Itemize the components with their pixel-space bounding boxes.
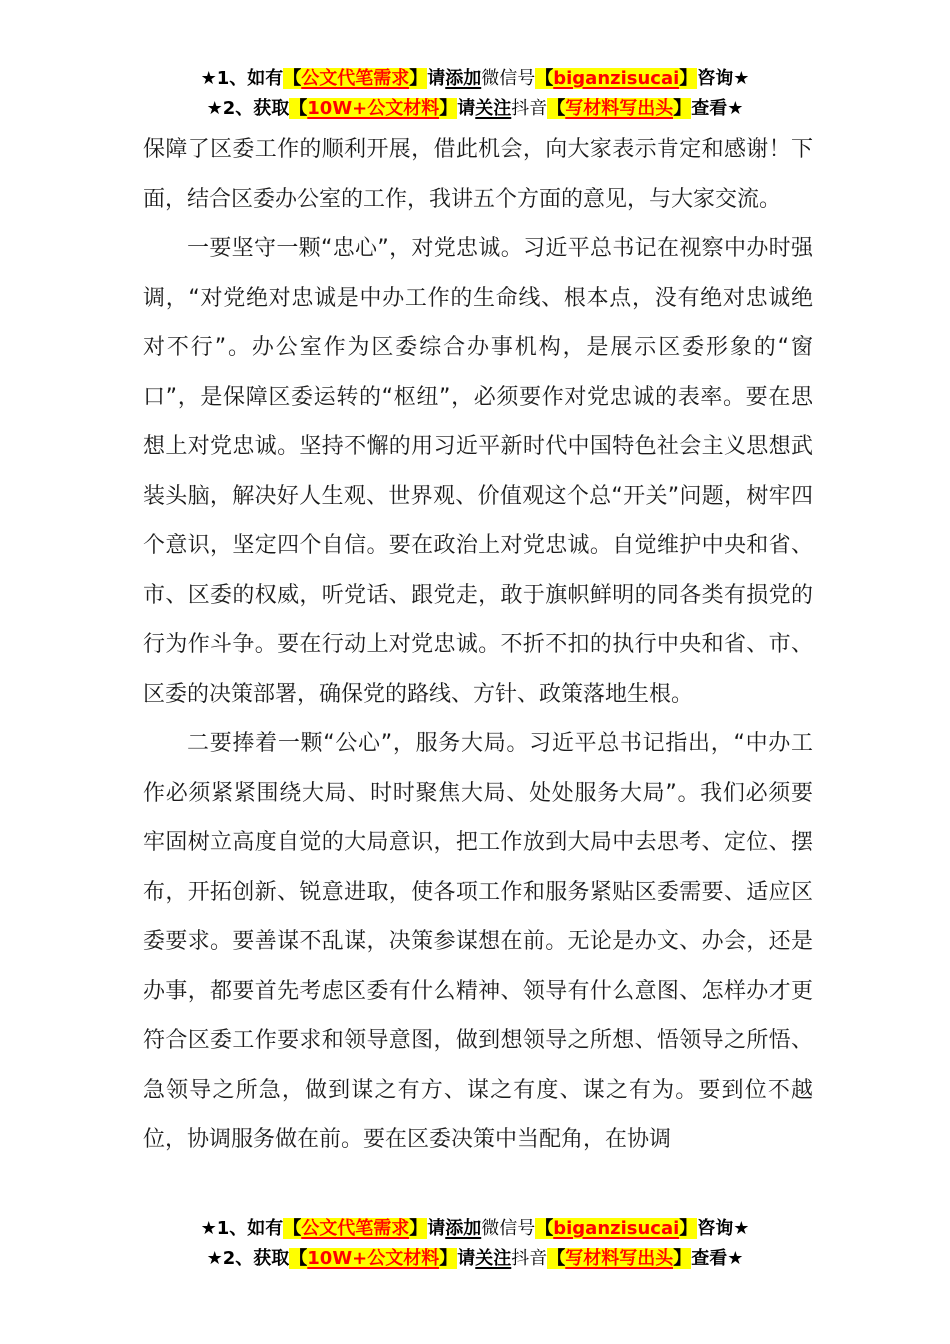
promo-segment: 【 xyxy=(535,1218,554,1239)
promo-segment: 【 xyxy=(283,68,302,89)
promo-segment: 】 xyxy=(679,1218,698,1239)
promo-segment: 10W+公文材料 xyxy=(307,98,440,119)
promo-segment: 写材料写出头 xyxy=(565,1248,674,1269)
promo-segment: 10W+公文材料 xyxy=(307,1248,440,1269)
promo-header-line-1 xyxy=(0,64,950,94)
promo-segment: 关注 xyxy=(475,98,512,119)
promo-segment: 公文代笔需求 xyxy=(301,68,410,89)
promo-segment: 查看★ xyxy=(691,98,744,119)
promo-segment: 微信号 xyxy=(481,1218,536,1239)
promo-segment: 【 xyxy=(283,1218,302,1239)
promo-segment: 】 xyxy=(409,68,428,89)
promo-segment: biganzisucai xyxy=(553,1218,680,1239)
promo-segment: 【 xyxy=(547,98,566,119)
promo-segment: 咨询★ xyxy=(697,68,750,89)
promo-segment: 写材料写出头 xyxy=(565,98,674,119)
promo-segment: 微信号 xyxy=(481,68,536,89)
paragraph-loyalty: 一要坚守一颗“忠心”，对党忠诚。习近平总书记在视察中办时强调，“对党绝对忠诚是中办工作的生命线、根本点，没有绝对忠诚绝对不行”。办公室作为区委综合办事机构，是展示区委形象的“窗口”，是保障区委运转的“枢纽”，必须要作对党忠诚的表率。要在思想上对党忠诚。坚持不懈的用习近平新时代中国特色社会主义思想武装头脑，解决好人生观、世界观、价值观这个总“开关”问题，树牢四个意识，坚定四个自信。要在政治上对党忠诚。自觉维护中央和省、市、区委的权威，听党话、跟党走，敢于旗帜鲜明的同各类有损党的行为作斗争。要在行动上对党忠诚。不折不扣的执行中央和省、市、区委的决策部署，确保党的路线、方针、政策落地生根。 xyxy=(143,236,813,707)
promo-segment: 【 xyxy=(547,1248,566,1269)
promo-segment: 抖音 xyxy=(511,1248,548,1269)
promo-segment: 】 xyxy=(439,98,458,119)
paragraph-intro: 保障了区委工作的顺利开展，借此机会，向大家表示肯定和感谢！下面，结合区委办公室的工作，我讲五个方面的意见，与大家交流。 xyxy=(143,137,813,212)
promo-footer-line-2 xyxy=(0,1244,950,1274)
promo-segment: 【 xyxy=(289,98,308,119)
promo-footer-line-1 xyxy=(0,1214,950,1244)
promo-segment: 】 xyxy=(409,1218,428,1239)
promo-segment: biganzisucai xyxy=(553,68,680,89)
promo-segment: 请 xyxy=(457,98,476,119)
document-body xyxy=(143,125,813,1165)
promo-segment: 请 xyxy=(427,1218,446,1239)
promo-segment: 】 xyxy=(673,98,692,119)
promo-header-line-2 xyxy=(0,94,950,124)
promo-segment: ★1、如有 xyxy=(200,68,284,89)
promo-segment: 】 xyxy=(673,1248,692,1269)
promo-segment: 关注 xyxy=(475,1248,512,1269)
promo-segment: 】 xyxy=(439,1248,458,1269)
promo-segment: 添加 xyxy=(445,68,482,89)
promo-segment: 【 xyxy=(289,1248,308,1269)
promo-header xyxy=(0,64,950,124)
promo-segment: 咨询★ xyxy=(697,1218,750,1239)
promo-segment: ★2、获取 xyxy=(206,1248,290,1269)
promo-segment: 公文代笔需求 xyxy=(301,1218,410,1239)
promo-segment: 添加 xyxy=(445,1218,482,1239)
promo-footer xyxy=(0,1214,950,1274)
promo-segment: ★1、如有 xyxy=(200,1218,284,1239)
promo-segment: 】 xyxy=(679,68,698,89)
promo-segment: 请 xyxy=(457,1248,476,1269)
paragraph-service: 二要捧着一颗“公心”，服务大局。习近平总书记指出，“中办工作必须紧紧围绕大局、时时聚焦大局、处处服务大局”。我们必须要牢固树立高度自觉的大局意识，把工作放到大局中去思考、定位、摆布，开拓创新、锐意进取，使各项工作和服务紧贴区委需要、适应区委要求。要善谋不乱谋，决策参谋想在前。无论是办文、办会，还是办事，都要首先考虑区委有什么精神、领导有什么意图、怎样办才更符合区委工作要求和领导意图，做到想领导之所想、悟领导之所悟、急领导之所急，做到谋之有方、谋之有度、谋之有为。要到位不越位，协调服务做在前。要在区委决策中当配角，在协调 xyxy=(143,731,813,1152)
promo-segment: 抖音 xyxy=(511,98,548,119)
promo-segment: ★2、获取 xyxy=(206,98,290,119)
promo-segment: 【 xyxy=(535,68,554,89)
promo-segment: 请 xyxy=(427,68,446,89)
promo-segment: 查看★ xyxy=(691,1248,744,1269)
